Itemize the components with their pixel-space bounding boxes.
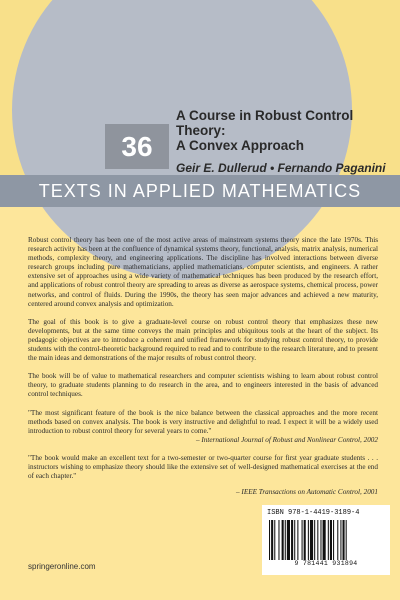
series-band xyxy=(0,175,400,207)
series-name: TEXTS IN APPLIED MATHEMATICS xyxy=(38,180,362,201)
barcode-image xyxy=(267,520,385,560)
isbn-label: ISBN 978-1-4419-3189-4 xyxy=(267,509,360,517)
book-title-line2: A Convex Approach xyxy=(176,138,305,153)
review-quote xyxy=(28,409,378,445)
series-number-box xyxy=(105,124,169,169)
blurb-paragraph: The book will be of value to mathematical researchers and computer scientists wishing to learn about robust control theory, to graduate students planning to do research in the area, and to engineers interested in the basis of advanced control techniques. xyxy=(28,372,378,399)
blurb-text xyxy=(28,236,378,506)
review-quote xyxy=(28,454,378,497)
publisher-url: springeronline.com xyxy=(28,562,96,571)
review-quote-source: – IEEE Transactions on Automatic Control, 2001 xyxy=(236,488,378,497)
review-quote-text: "The book would make an excellent text for a two-semester or two-quarter course for first year graduate students . . . instructors wishing to emphasize theory should like the extensive set of well-designed mathematical exercises at the end of each chapter." xyxy=(28,453,378,481)
review-quote-text: "The most significant feature of the book is the nice balance between the classical approaches and the more recent methods based on convex analysis. The book is very instructive and delightful to read. I expect it will be a widely used introduction to robust control theory for several years to come." xyxy=(28,408,378,435)
title-block xyxy=(176,108,391,175)
barcode-digits: 9 781441 931894 xyxy=(294,560,358,567)
review-quote-source: – International Journal of Robust and Nonlinear Control, 2002 xyxy=(195,435,378,444)
blurb-paragraph: Robust control theory has been one of the most active areas of mainstream systems theory since the late 1970s. This research activity has been at the confluence of dynamical systems theory, functional, analysis, matrix analysis, numerical methods, complexity theory, and engineering applications. The discipline has involved interactions between diverse research groups including pure mathematicians, applied mathematicians, computer scientists, and engineers. A rather extensive set of approaches using a wide variety of mathematical techniques has been produced by the research effort, and applications of robust control theory are spreading to areas as diverse as aerospace systems, chemical process, power networks, and control of fluids. During the 1990s, the theory has seen major advances and achieved a new maturity, centered around convex analysis and optimization. xyxy=(28,236,378,308)
series-number: 36 xyxy=(121,130,153,162)
barcode-box xyxy=(262,505,390,575)
blurb-paragraph: The goal of this book is to give a graduate-level course on robust control theory that emphasizes these new developments, but at the same time conveys the main principles and ubiquitous tools at the heart of the subject. Its pedagogic objectives are to introduce a coherent and unified framework for studying robust control theory, to provide students with the control-theoretic background required to read and to contribute to the research literature, and to present the main ideas and demonstrations of the major results of robust control theory. xyxy=(28,317,378,363)
book-title-line1: A Course in Robust Control Theory: xyxy=(176,108,354,138)
book-authors: Geir E. Dullerud • Fernando Paganini xyxy=(176,161,386,175)
